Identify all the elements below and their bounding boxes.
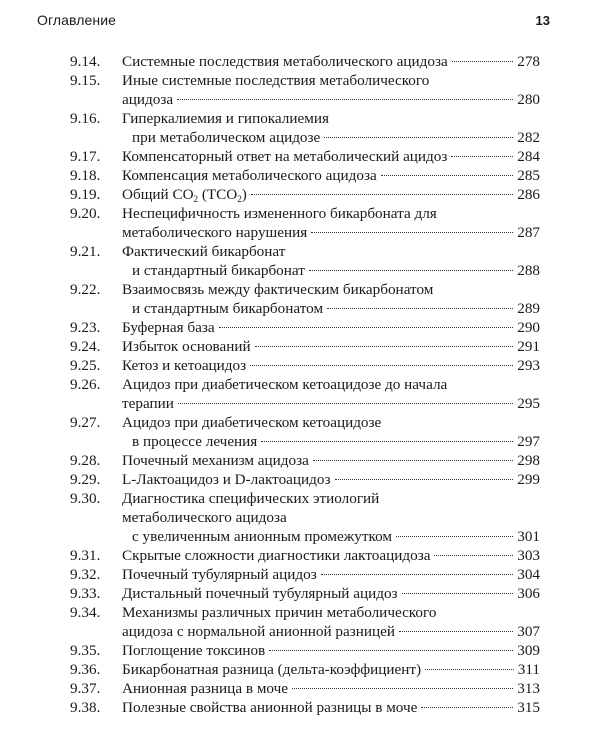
entry-number: 9.30. xyxy=(70,490,101,507)
dot-leader xyxy=(292,688,513,689)
running-title: Оглавление xyxy=(37,12,117,28)
dot-leader xyxy=(309,270,513,271)
entry-page: 304 xyxy=(517,566,540,583)
entry-title: Фактический бикарбонат xyxy=(122,243,286,260)
entry-number: 9.14. xyxy=(70,53,101,70)
dot-leader xyxy=(177,99,513,100)
toc-entry[interactable] xyxy=(70,679,540,698)
entry-title: Дистальный почечный тубулярный ацидоз xyxy=(122,585,398,602)
entry-title: Поглощение токсинов xyxy=(122,642,266,659)
entry-number: 9.18. xyxy=(70,167,101,184)
entry-number: 9.32. xyxy=(70,566,101,583)
entry-page: 311 xyxy=(517,661,540,678)
dot-leader xyxy=(381,175,513,176)
entry-number: 9.33. xyxy=(70,585,101,602)
entry-page: 313 xyxy=(517,680,540,697)
entry-page: 301 xyxy=(517,528,540,545)
entry-number: 9.22. xyxy=(70,281,101,298)
dot-leader xyxy=(251,194,513,195)
entry-page: 289 xyxy=(517,300,540,317)
entry-number: 9.17. xyxy=(70,148,101,165)
toc-entry[interactable] xyxy=(70,109,540,147)
dot-leader xyxy=(425,669,514,670)
toc-entry[interactable] xyxy=(70,52,540,71)
entry-number: 9.26. xyxy=(70,376,101,393)
toc-entry[interactable] xyxy=(70,337,540,356)
entry-title: Компенсация метаболического ацидоза xyxy=(122,167,377,184)
entry-number: 9.21. xyxy=(70,243,101,260)
entry-title: Скрытые сложности диагностики лактоацидоза xyxy=(122,547,431,564)
toc-entry[interactable] xyxy=(70,451,540,470)
entry-number: 9.28. xyxy=(70,452,101,469)
entry-page: 278 xyxy=(517,53,540,70)
toc-entry[interactable] xyxy=(70,413,540,451)
toc-entry[interactable] xyxy=(70,356,540,375)
entry-title: Полезные свойства анионной разницы в моче xyxy=(122,699,418,716)
dot-leader xyxy=(396,536,513,537)
entry-title: Бикарбонатная разница (дельта-коэффициент) xyxy=(122,661,422,678)
dot-leader xyxy=(321,574,514,575)
entry-title: Механизмы различных причин метаболического xyxy=(122,604,437,621)
toc-entry[interactable] xyxy=(70,660,540,679)
entry-title-cont: при метаболическом ацидозе xyxy=(132,129,321,146)
toc-entry[interactable] xyxy=(70,546,540,565)
toc-entry[interactable] xyxy=(70,641,540,660)
entry-title: L-Лактоацидоз и D-лактоацидоз xyxy=(122,471,331,488)
entry-title-cont: с увеличенным анионным промежутком xyxy=(132,528,392,545)
toc-entry[interactable] xyxy=(70,375,540,413)
entry-title: Неспецифичность измененного бикарбоната для xyxy=(122,205,437,222)
toc-entry[interactable] xyxy=(70,470,540,489)
entry-title-cont: и стандартным бикарбонатом xyxy=(132,300,324,317)
entry-number: 9.27. xyxy=(70,414,101,431)
dot-leader xyxy=(452,61,513,62)
entry-title: Избыток оснований xyxy=(122,338,251,355)
dot-leader xyxy=(327,308,513,309)
entry-page: 282 xyxy=(517,129,540,146)
entry-title: Диагностика специфических этиологий xyxy=(122,490,380,507)
running-header xyxy=(37,8,550,32)
entry-number: 9.20. xyxy=(70,205,101,222)
entry-title-cont: и стандартный бикарбонат xyxy=(132,262,305,279)
toc-entry[interactable] xyxy=(70,166,540,185)
dot-leader xyxy=(269,650,513,651)
toc-entry[interactable] xyxy=(70,318,540,337)
entry-number: 9.38. xyxy=(70,699,101,716)
entry-title: Компенсаторный ответ на метаболический ацидоз xyxy=(122,148,448,165)
entry-number: 9.15. xyxy=(70,72,101,89)
dot-leader xyxy=(451,156,513,157)
entry-title-cont: ацидоза с нормальной анионной разницей xyxy=(122,623,395,640)
entry-page: 290 xyxy=(517,319,540,336)
entry-title-cont: терапии xyxy=(122,395,174,412)
entry-number: 9.24. xyxy=(70,338,101,355)
entry-page: 287 xyxy=(517,224,540,241)
entry-page: 298 xyxy=(517,452,540,469)
entry-title: Кетоз и кетоацидоз xyxy=(122,357,247,374)
toc-entry[interactable] xyxy=(70,489,540,546)
dot-leader xyxy=(219,327,514,328)
entry-title: Взаимосвязь между фактическим бикарбонатом xyxy=(122,281,434,298)
entry-page: 303 xyxy=(517,547,540,564)
entry-number: 9.29. xyxy=(70,471,101,488)
entry-page: 315 xyxy=(517,699,540,716)
entry-title: Гиперкалиемия и гипокалиемия xyxy=(122,110,329,127)
dot-leader xyxy=(434,555,513,556)
entry-title-cont: ацидоза xyxy=(122,91,174,108)
entry-title: Почечный тубулярный ацидоз xyxy=(122,566,317,583)
entry-number: 9.16. xyxy=(70,110,101,127)
entry-title-cont: метаболического ацидоза xyxy=(122,509,287,526)
toc-entry[interactable] xyxy=(70,242,540,280)
table-of-contents xyxy=(70,52,540,717)
entry-title: Ацидоз при диабетическом кетоацидозе до начала xyxy=(122,376,448,393)
entry-number: 9.25. xyxy=(70,357,101,374)
toc-entry[interactable] xyxy=(70,565,540,584)
dot-leader xyxy=(402,593,514,594)
dot-leader xyxy=(335,479,514,480)
dot-leader xyxy=(250,365,513,366)
entry-number: 9.19. xyxy=(70,186,101,203)
entry-number: 9.35. xyxy=(70,642,101,659)
dot-leader xyxy=(311,232,513,233)
entry-page: 291 xyxy=(517,338,540,355)
entry-page: 307 xyxy=(517,623,540,640)
dot-leader xyxy=(324,137,513,138)
entry-title: Почечный механизм ацидоза xyxy=(122,452,309,469)
dot-leader xyxy=(421,707,513,708)
entry-page: 280 xyxy=(517,91,540,108)
entry-number: 9.37. xyxy=(70,680,101,697)
toc-entry[interactable] xyxy=(70,698,540,717)
entry-page: 284 xyxy=(517,148,540,165)
entry-page: 293 xyxy=(517,357,540,374)
dot-leader xyxy=(178,403,513,404)
dot-leader xyxy=(255,346,514,347)
toc-entry[interactable] xyxy=(70,147,540,166)
entry-page: 299 xyxy=(517,471,540,488)
entry-title: Системные последствия метаболического ацидоза xyxy=(122,53,448,70)
page-number: 13 xyxy=(535,13,550,28)
dot-leader xyxy=(313,460,513,461)
dot-leader xyxy=(261,441,513,442)
entry-title: Ацидоз при диабетическом кетоацидозе xyxy=(122,414,382,431)
entry-number: 9.36. xyxy=(70,661,101,678)
entry-number: 9.31. xyxy=(70,547,101,564)
entry-page: 297 xyxy=(517,433,540,450)
toc-entry[interactable] xyxy=(70,204,540,242)
entry-number: 9.23. xyxy=(70,319,101,336)
entry-page: 295 xyxy=(517,395,540,412)
entry-page: 288 xyxy=(517,262,540,279)
entry-page: 309 xyxy=(517,642,540,659)
toc-entry[interactable] xyxy=(70,280,540,318)
toc-entry[interactable] xyxy=(70,584,540,603)
dot-leader xyxy=(399,631,513,632)
entry-title-cont: метаболического нарушения xyxy=(122,224,308,241)
entry-title: Иные системные последствия метаболического xyxy=(122,72,430,89)
toc-entry[interactable] xyxy=(70,603,540,641)
entry-page: 286 xyxy=(517,186,540,203)
entry-page: 285 xyxy=(517,167,540,184)
entry-title: Анионная разница в моче xyxy=(122,680,289,697)
entry-title: Общий $CO_2$ $(TCO_2)$ xyxy=(122,186,247,204)
entry-title-cont: в процессе лечения xyxy=(132,433,258,450)
entry-title: Буферная база xyxy=(122,319,215,336)
entry-number: 9.34. xyxy=(70,604,101,621)
entry-page: 306 xyxy=(517,585,540,602)
toc-entry[interactable] xyxy=(70,71,540,109)
toc-entry[interactable] xyxy=(70,185,540,204)
